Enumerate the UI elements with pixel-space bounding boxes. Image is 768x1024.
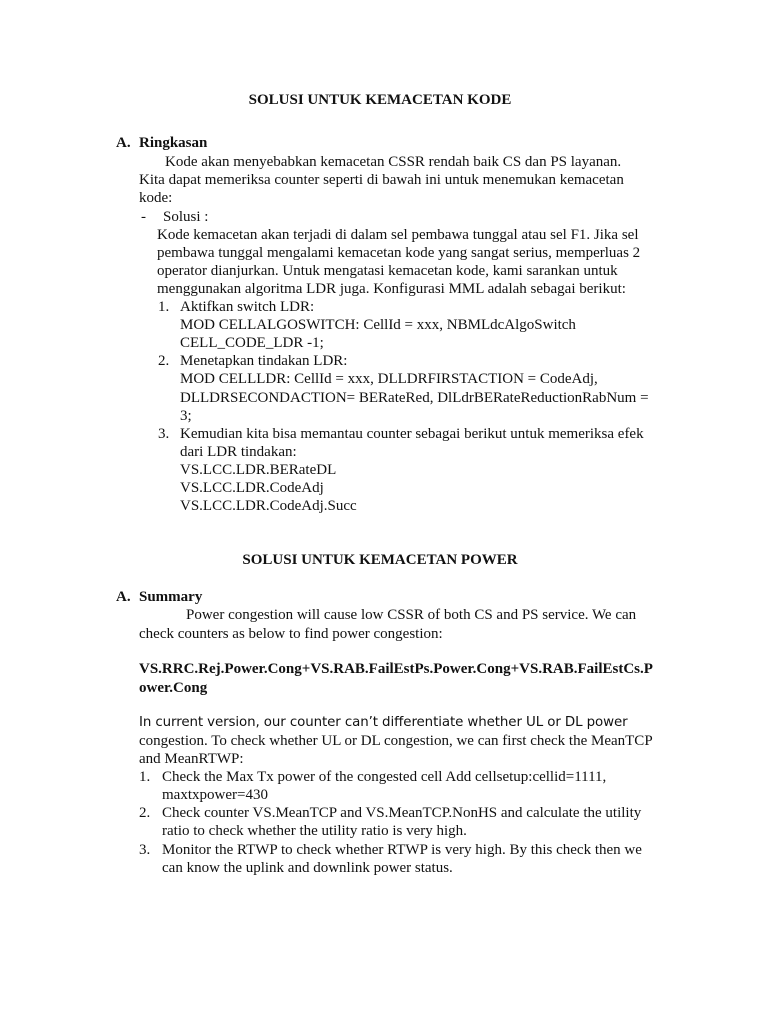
solusi-bullet: - [141, 209, 146, 225]
section2-intro-line: check counters as below to find power congestion: [139, 626, 443, 642]
section1-heading: Ringkasan [139, 135, 208, 151]
counter-line: VS.LCC.LDR.CodeAdj.Succ [180, 498, 357, 514]
solusi-label: Solusi : [163, 209, 209, 225]
section1-intro-line: Kita dapat memeriksa counter seperti di bawah ini untuk menemukan kemacetan [139, 172, 624, 188]
step-number: 3. [139, 842, 151, 858]
section2-paragraph-line: and MeanRTWP: [139, 751, 244, 767]
section1-intro-line: Kode akan menyebabkan kemacetan CSSR rendah baik CS dan PS layanan. [165, 154, 622, 170]
section2-intro-line: Power congestion will cause low CSSR of both CS and PS service. We can [186, 607, 637, 623]
step-number: 3. [158, 426, 170, 442]
solusi-line: Kode kemacetan akan terjadi di dalam sel pembawa tunggal atau sel F1. Jika sel [157, 227, 639, 243]
step-line: CELL_CODE_LDR -1; [180, 335, 324, 351]
section1-title: SOLUSI UNTUK KEMACETAN KODE [248, 92, 512, 108]
solusi-line: menggunakan algoritma LDR juga. Konfigurasi MML adalah sebagai berikut: [157, 281, 626, 297]
section2-paragraph-line: congestion. To check whether UL or DL congestion, we can first check the MeanTCP [139, 733, 653, 749]
counter-line: VS.LCC.LDR.BERateDL [180, 462, 337, 478]
step-number: 2. [139, 805, 151, 821]
section2-paragraph-line: In current version, our counter can’t differentiate whether UL or DL power [139, 715, 628, 730]
step-number: 1. [158, 299, 170, 315]
step-number: 2. [158, 353, 170, 369]
step-line: can know the uplink and downlink power status. [162, 860, 453, 876]
step-line: Kemudian kita bisa memantau counter sebagai berikut untuk memeriksa efek [180, 426, 644, 442]
step-line: MOD CELLLDR: CellId = xxx, DLLDRFIRSTACTION = CodeAdj, [180, 371, 598, 387]
section2-heading-marker: A. [116, 589, 131, 605]
step-line: Aktifkan switch LDR: [180, 299, 315, 315]
formula-line: ower.Cong [139, 680, 208, 696]
step-line: MOD CELLALGOSWITCH: CellId = xxx, NBMLdcAlgoSwitch [180, 317, 576, 333]
solusi-line: pembawa tunggal mengalami kemacetan kode yang sangat serius, memperluas 2 [157, 245, 641, 261]
step-line: dari LDR tindakan: [180, 444, 297, 460]
step-number: 1. [139, 769, 151, 785]
step-line: DLLDRSECONDACTION= BERateRed, DlLdrBERateReductionRabNum = [180, 390, 649, 406]
section2-title: SOLUSI UNTUK KEMACETAN POWER [242, 552, 518, 568]
step-line: ratio to check whether the utility ratio is very high. [162, 823, 467, 839]
section1-heading-marker: A. [116, 135, 131, 151]
step-line: Menetapkan tindakan LDR: [180, 353, 348, 369]
step-line: maxtxpower=430 [162, 787, 268, 803]
section1-intro-line: kode: [139, 190, 173, 206]
step-line: Check counter VS.MeanTCP and VS.MeanTCP.NonHS and calculate the utility [162, 805, 642, 821]
step-line: Check the Max Tx power of the congested cell Add cellsetup:cellid=1111, [162, 769, 607, 785]
section2-heading: Summary [139, 589, 203, 605]
counter-line: VS.LCC.LDR.CodeAdj [180, 480, 324, 496]
step-line: Monitor the RTWP to check whether RTWP is very high. By this check then we [162, 842, 642, 858]
formula-line: VS.RRC.Rej.Power.Cong+VS.RAB.FailEstPs.Power.Cong+VS.RAB.FailEstCs.P [139, 661, 653, 677]
solusi-line: operator dianjurkan. Untuk mengatasi kemacetan kode, kami sarankan untuk [157, 263, 618, 279]
step-line: 3; [180, 408, 192, 424]
